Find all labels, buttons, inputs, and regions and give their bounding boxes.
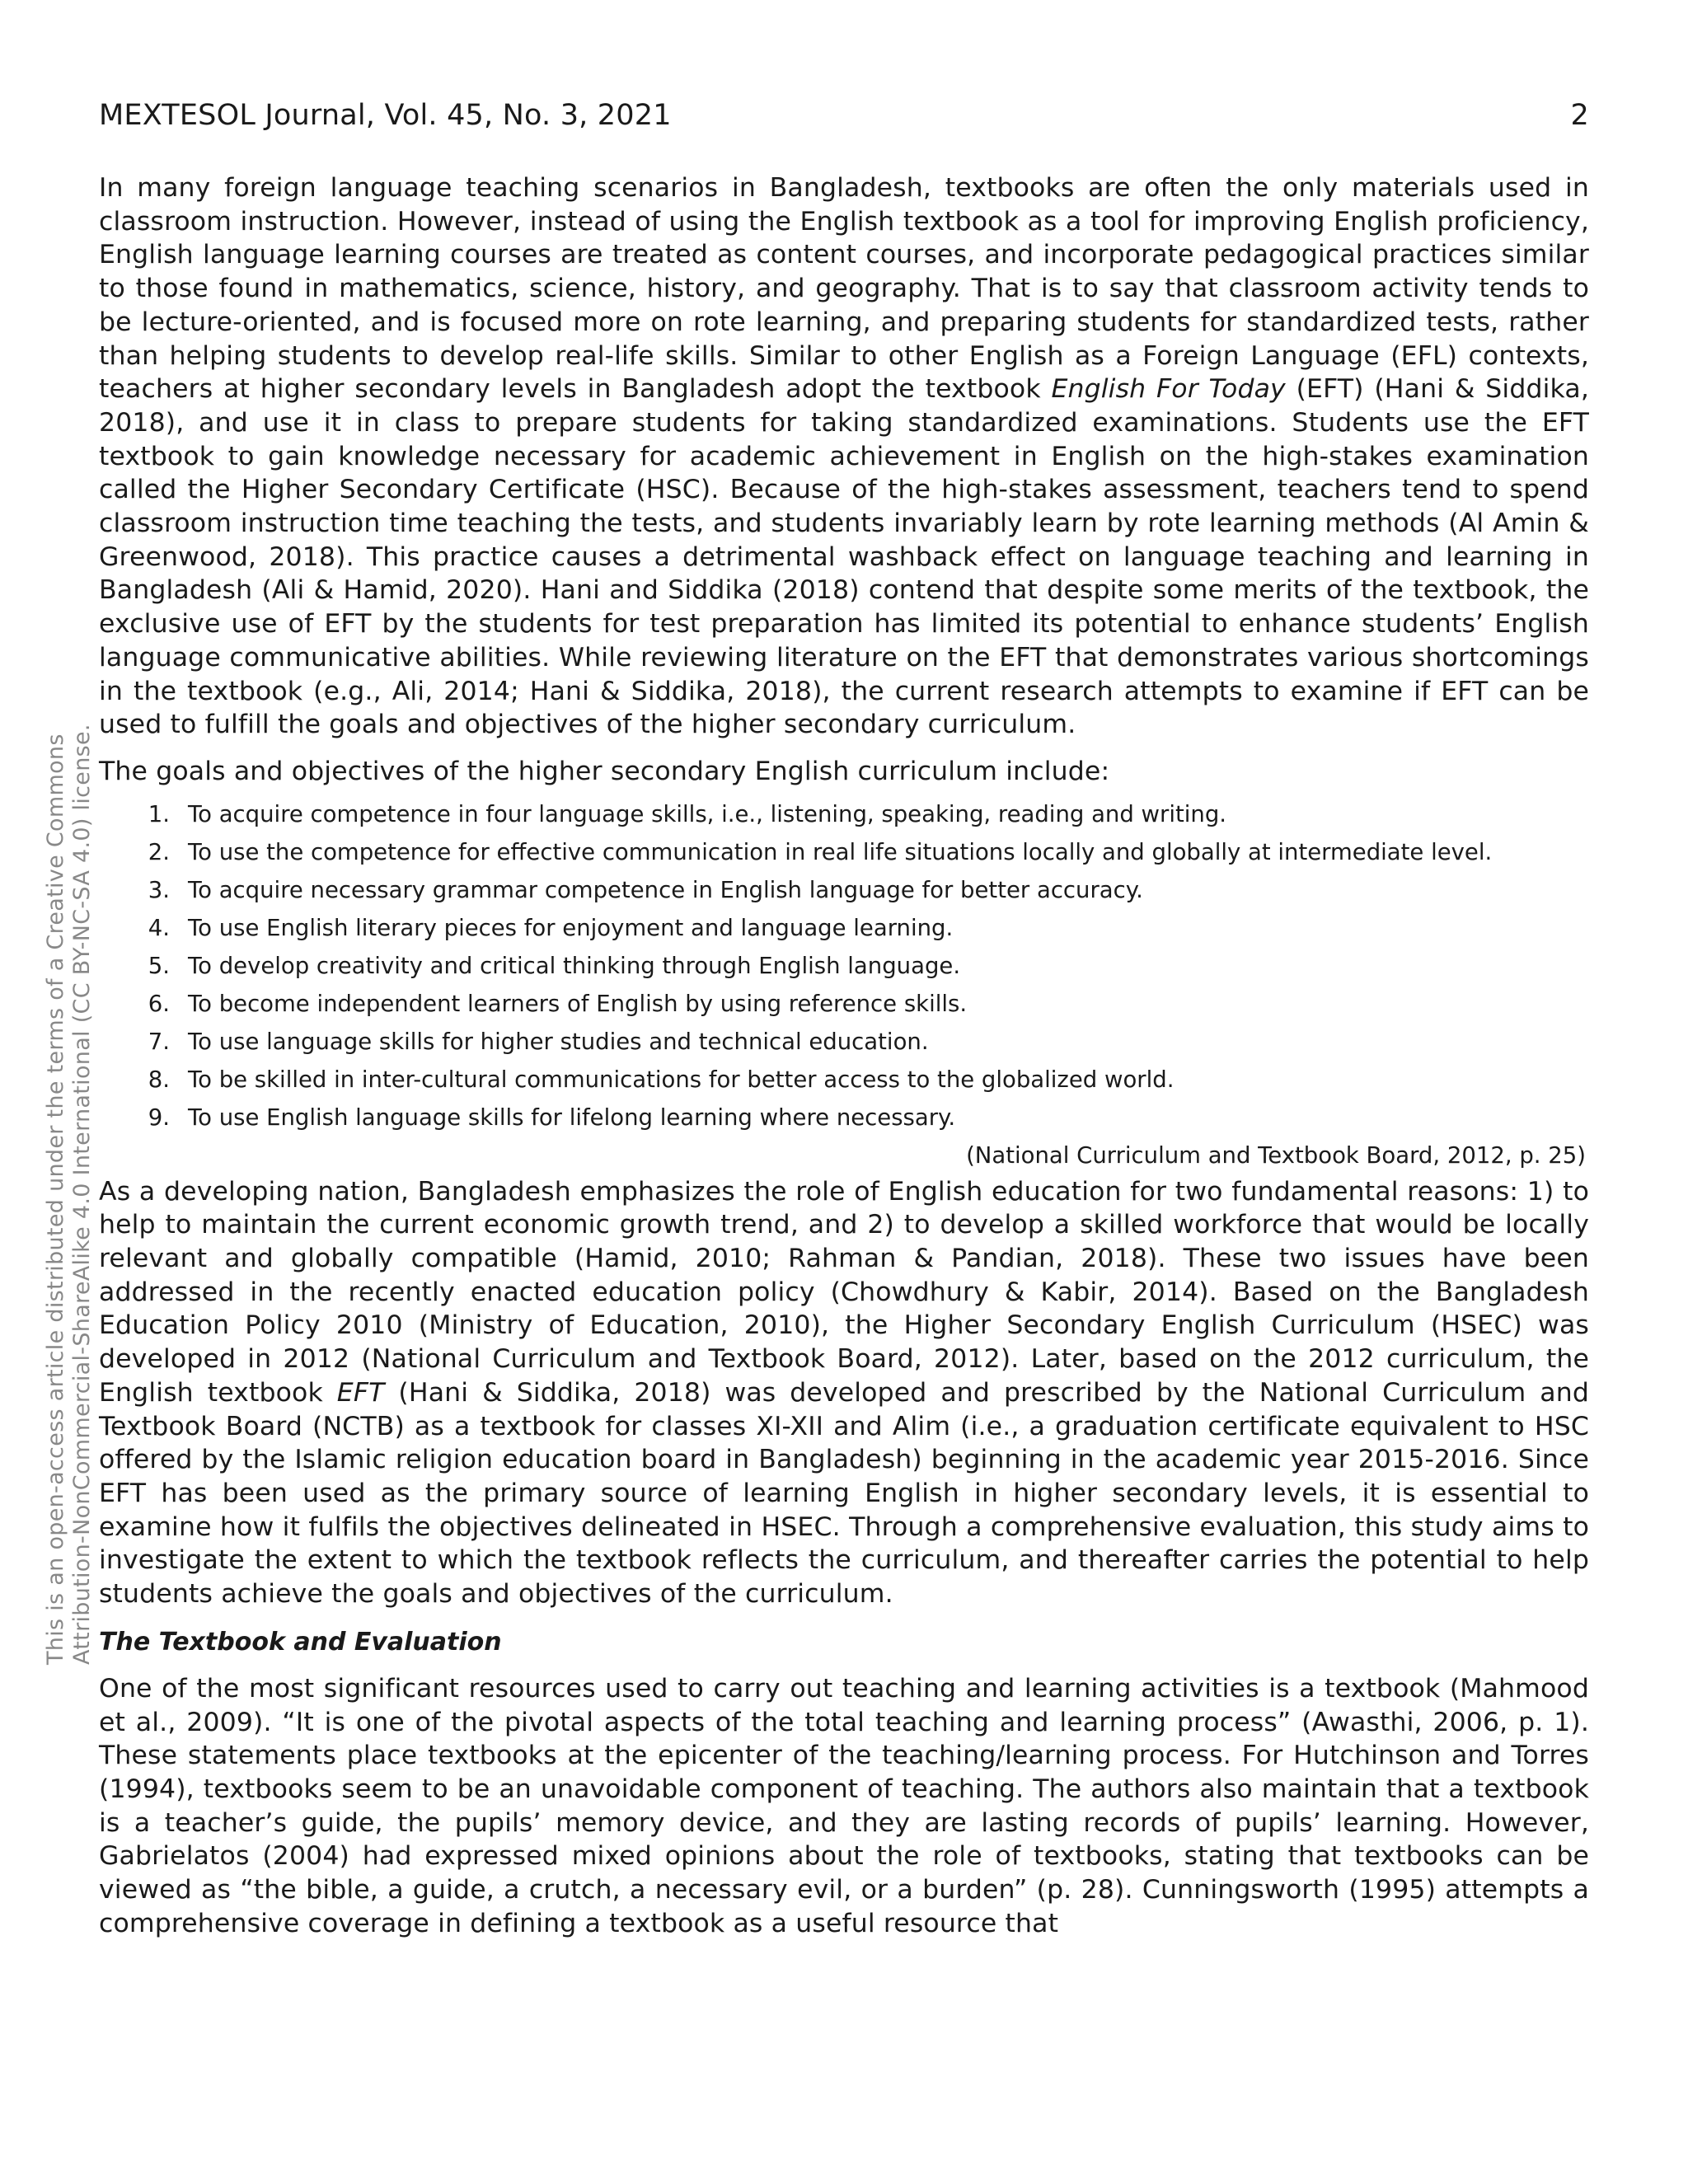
article-body (99, 171, 1589, 1940)
list-item: 9. To use English language skills for lifelong learning where necessary. (148, 1104, 956, 1131)
running-header (99, 99, 1589, 138)
section-heading: The Textbook and Evaluation (99, 1627, 502, 1657)
list-item: 7. To use language skills for higher studies and technical education. (148, 1028, 929, 1055)
goals-citation: (National Curriculum and Textbook Board, 2012, p. 25) (966, 1141, 1586, 1169)
list-item: 6. To become independent learners of English by using reference skills. (148, 990, 968, 1017)
textbook-title: English For Today (1051, 374, 1286, 405)
list-item: 2. To use the competence for effective communication in real life situations locally and globally at intermediate level. (148, 838, 1493, 865)
page-number: 2 (1570, 99, 1589, 132)
list-item: 1. To acquire competence in four language skills, i.e., listening, speaking, reading and writing. (148, 800, 1227, 827)
paragraph-english-education-policy: As a developing nation, Bangladesh emphasizes the role of English education for two fundamental reasons: 1) to help to maintain the current economic growth trend, and 2) to develop a skilled workforce that would be locally relevant and globally compatible (Hamid, 2010; Rahman & Pandian, 2018). These two issues have been addressed in the recently enacted education policy (Chowdhury & Kabir, 2014). Based on the Bangladesh Education Policy 2010 (Ministry of Education, 2010), the Higher Secondary English Curriculum (HSEC) was developed in 2012 (National Curriculum and Textbook Board, 2012). Later, based on the 2012 curriculum, the English textbook EFT (Hani & Siddika, 2018) was developed and prescribed by the National Curriculum and Textbook Board (NCTB) as a textbook for classes XI-XII and Alim (i.e., a graduation certificate equivalent to HSC offered by the Islamic religion education board in Bangladesh) beginning in the academic year 2015-2016. Since EFT has been used as the primary source of learning English in higher secondary levels, it is essential to examine how it fulfils the objectives delineated in HSEC. Through a comprehensive evaluation, this study aims to investigate the extent to which the textbook reflects the curriculum, and thereafter carries the potential to help students achieve the goals and objectives of the curriculum. (99, 1176, 1589, 1610)
goals-list (99, 800, 1589, 1132)
goals-intro: The goals and objectives of the higher secondary English curriculum include: (99, 756, 1110, 786)
textbook-abbreviation: EFT (336, 1377, 385, 1408)
list-item: 3. To acquire necessary grammar competence in English language for better accuracy. (148, 876, 1143, 903)
license-note (43, 724, 96, 1665)
license-note-line-1: This is an open-access article distributed under the terms of a Creative Commons (43, 733, 68, 1665)
list-item: 8. To be skilled in inter-cultural communications for better access to the globalized world. (148, 1066, 1175, 1093)
list-item: 5. To develop creativity and critical thinking through English language. (148, 952, 961, 979)
list-item: 4. To use English literary pieces for enjoyment and language learning. (148, 914, 954, 941)
paragraph-textbook-role: One of the most significant resources used to carry out teaching and learning activities is a textbook (Mahmood et al., 2009). “It is one of the pivotal aspects of the total teaching and learning process” (Awasthi, 2006, p. 1). These statements place textbooks at the epicenter of the teaching/learning process. For Hutchinson and Torres (1994), textbooks seem to be an unavoidable component of teaching. The authors also maintain that a textbook is a teacher’s guide, the pupils’ memory device, and they are lasting records of pupils’ learning. However, Gabrielatos (2004) had expressed mixed opinions about the role of textbooks, stating that textbooks can be viewed as “the bible, a guide, a crutch, a necessary evil, or a burden” (p. 28). Cunningsworth (1995) attempts a comprehensive coverage in defining a textbook as a useful resource that (99, 1673, 1589, 1938)
journal-title: MEXTESOL Journal, Vol. 45, No. 3, 2021 (99, 99, 672, 132)
paragraph-textbooks-in-bangladesh: In many foreign language teaching scenarios in Bangladesh, textbooks are often the only materials used in classroom instruction. However, instead of using the English textbook as a tool for improving English proficiency, English language learning courses are treated as content courses, and incorporate pedagogical practices similar to those found in mathematics, science, history, and geography. That is to say that classroom activity tends to be lecture-oriented, and is focused more on rote learning, and preparing students for standardized tests, rather than helping students to develop real-life skills. Similar to other English as a Foreign Language (EFL) contexts, teachers at higher secondary levels in Bangladesh adopt the textbook English For Today (EFT) (Hani & Siddika, 2018), and use it in class to prepare students for taking standardized examinations. Students use the EFT textbook to gain knowledge necessary for academic achievement in English on the high-stakes examination called the Higher Secondary Certificate (HSC). Because of the high-stakes assessment, teachers tend to spend classroom instruction time teaching the tests, and students invariably learn by rote learning methods (Al Amin & Greenwood, 2018). This practice causes a detrimental washback effect on language teaching and learning in Bangladesh (Ali & Hamid, 2020). Hani and Siddika (2018) contend that despite some merits of the textbook, the exclusive use of EFT by the students for test preparation has limited its potential to enhance students’ English language communicative abilities. While reviewing literature on the EFT that demonstrates various shortcomings in the textbook (e.g., Ali, 2014; Hani & Siddika, 2018), the current research attempts to examine if EFT can be used to fulfill the goals and objectives of the higher secondary curriculum. (99, 173, 1589, 740)
license-note-line-2: Attribution-NonCommercial-ShareAlike 4.0 International (CC BY-NC-SA 4.0) license. (69, 724, 95, 1665)
